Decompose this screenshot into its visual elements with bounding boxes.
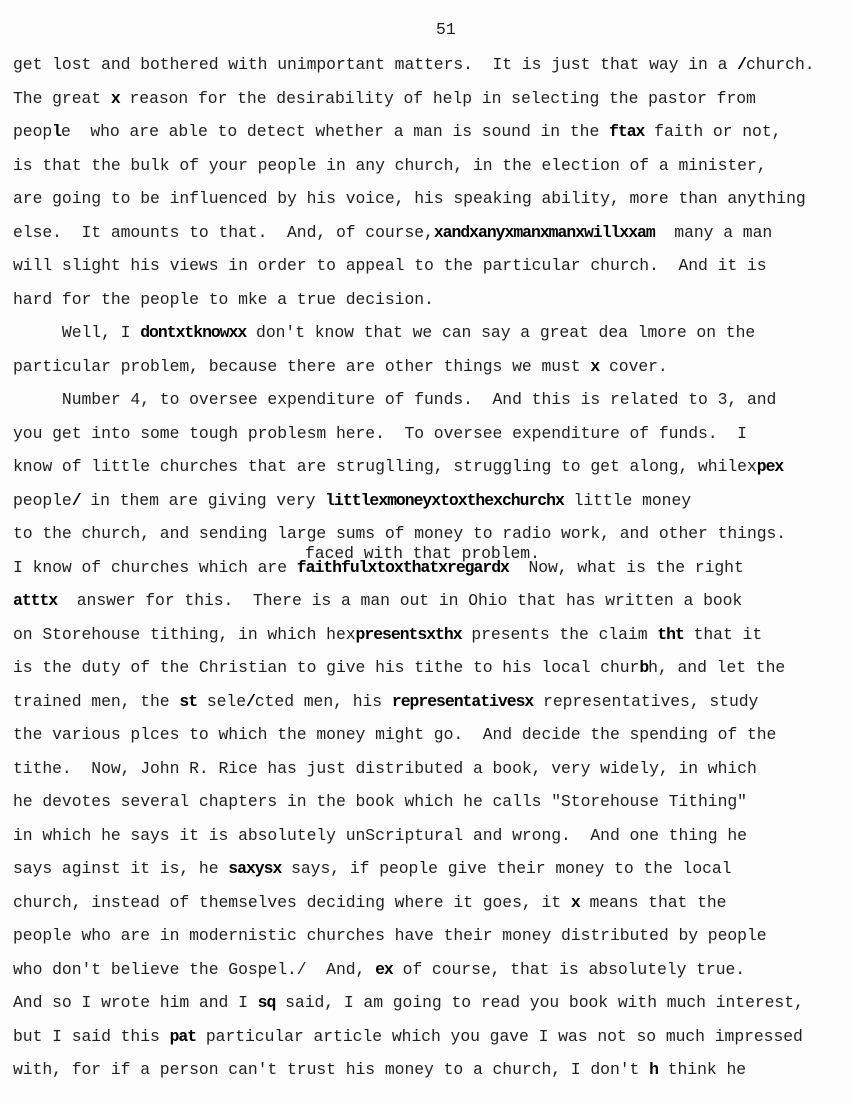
text-run: of course, that is absolutely true. bbox=[392, 959, 746, 979]
text-run: And so I wrote him and I bbox=[13, 993, 258, 1012]
text-run: little money bbox=[563, 490, 692, 510]
text-run: on Storehouse tithing, in which hex bbox=[13, 624, 356, 644]
text-run: reason for the desirability of help in selecting the pastor from bbox=[119, 88, 756, 108]
interlinear-insert: faced with that problem. bbox=[305, 544, 540, 563]
text-line bbox=[13, 625, 762, 645]
text-line bbox=[13, 290, 434, 310]
text-line bbox=[13, 1060, 746, 1080]
text-line bbox=[13, 524, 786, 544]
text-run: get lost and bothered with unimportant matters. It is just that way in a bbox=[13, 55, 738, 74]
struck-over-text: tht bbox=[657, 624, 684, 644]
text-run: is that the bulk of your people in any church, in the election of a minister, bbox=[13, 155, 767, 175]
text-run: cover. bbox=[599, 356, 668, 376]
text-line bbox=[13, 223, 772, 243]
text-run: The great bbox=[13, 88, 111, 108]
text-run: trained men, the bbox=[13, 691, 180, 711]
text-run: else. It amounts to that. And, of course, bbox=[13, 222, 434, 242]
text-run: will slight his views in order to appeal to the particular church. And it is bbox=[13, 256, 767, 275]
text-run: answer for this. There is a man out in Ohio that has written a book bbox=[57, 591, 743, 610]
text-run: h, and let the bbox=[648, 658, 786, 677]
text-run: particular article which you gave I was not so much impressed bbox=[196, 1026, 803, 1046]
text-run: I know of churches which are bbox=[13, 557, 297, 577]
text-run: is the duty of the Christian to give his tithe to his local chur bbox=[13, 658, 640, 677]
text-run: in which he says it is absolutely unScriptural and wrong. And one thing he bbox=[13, 825, 747, 845]
text-line bbox=[13, 357, 668, 377]
text-run: know of little churches that are struglling, struggling to get along, whilex bbox=[13, 457, 757, 476]
text-run: Now, what is the right bbox=[508, 557, 744, 577]
struck-over-text: st bbox=[179, 691, 198, 711]
struck-over-text: littlexmoneyxtoxthexchurchx bbox=[325, 490, 564, 510]
text-line bbox=[13, 759, 757, 779]
text-run: church, instead of themselves deciding where it goes, it bbox=[13, 892, 571, 912]
text-run: Well, I bbox=[13, 323, 141, 342]
text-run: but I said this bbox=[13, 1026, 170, 1046]
text-run: faith or not, bbox=[644, 122, 782, 141]
text-line bbox=[13, 491, 691, 511]
text-line bbox=[13, 156, 767, 176]
text-run: are going to be influenced by his voice, his speaking ability, more than anything bbox=[13, 189, 806, 208]
text-line bbox=[13, 893, 726, 913]
struck-over-text: x bbox=[570, 892, 580, 912]
struck-over-text: pex bbox=[756, 457, 784, 476]
text-run: many a man bbox=[654, 222, 773, 242]
text-line bbox=[13, 55, 815, 75]
text-run: particular problem, because there are other things we must bbox=[13, 356, 591, 376]
text-run: church. bbox=[746, 55, 815, 74]
text-run: that it bbox=[683, 624, 763, 644]
text-run: in them are giving very bbox=[80, 490, 326, 510]
text-line bbox=[13, 122, 781, 142]
text-run: who don't believe the Gospel./ And, bbox=[13, 959, 376, 979]
text-run: people who are in modernistic churches have their money distributed by people bbox=[13, 926, 767, 945]
text-run: think he bbox=[657, 1060, 747, 1079]
struck-over-text: / bbox=[737, 55, 747, 74]
page-number: 51 bbox=[436, 20, 456, 39]
text-line bbox=[13, 256, 767, 276]
struck-over-text: pat bbox=[169, 1026, 197, 1046]
text-run: e who are able to detect whether a man is sound in the bbox=[61, 122, 610, 141]
text-run: people bbox=[13, 490, 72, 510]
text-line bbox=[13, 457, 783, 477]
text-run: representatives, study bbox=[533, 691, 759, 711]
text-line bbox=[13, 859, 731, 879]
text-run: he devotes several chapters in the book which he calls "Storehouse Tithing" bbox=[13, 792, 747, 811]
struck-over-text: l bbox=[52, 122, 61, 141]
text-line bbox=[13, 993, 804, 1013]
text-run: Number 4, to oversee expenditure of funds. And this is related to 3, and bbox=[13, 390, 777, 409]
struck-over-text: representativesx bbox=[391, 691, 534, 711]
struck-over-text: saxysx bbox=[228, 859, 282, 878]
text-run: says, if people give their money to the local bbox=[281, 859, 732, 878]
text-line bbox=[13, 323, 755, 343]
text-run: presents the claim bbox=[461, 624, 658, 644]
text-run: tithe. Now, John R. Rice has just distributed a book, very widely, in which bbox=[13, 758, 757, 778]
text-line bbox=[13, 926, 767, 946]
struck-over-text: / bbox=[246, 691, 255, 711]
struck-over-text: ex bbox=[375, 959, 393, 979]
text-run: you get into some tough problesm here. To oversee expenditure of funds. I bbox=[13, 423, 747, 443]
text-run: don't know that we can say a great dea lmore on the bbox=[246, 323, 756, 342]
text-run: means that the bbox=[579, 892, 727, 912]
text-line bbox=[13, 1027, 803, 1047]
text-run: says aginst it is, he bbox=[13, 859, 229, 878]
struck-over-text: sq bbox=[257, 993, 276, 1012]
struck-over-text: x bbox=[590, 356, 600, 376]
text-line bbox=[13, 960, 745, 980]
text-run: to the church, and sending large sums of money to radio work, and other things. bbox=[13, 524, 787, 543]
text-run: with, for if a person can't trust his money to a church, I don't bbox=[13, 1060, 650, 1079]
struck-over-text: xandxanyxmanxmanxwillxxam bbox=[433, 222, 655, 242]
struck-over-text: / bbox=[71, 490, 81, 510]
text-line bbox=[13, 558, 744, 578]
text-line bbox=[13, 591, 742, 611]
text-run: sele bbox=[197, 691, 246, 711]
text-line bbox=[13, 826, 747, 846]
text-line bbox=[13, 424, 747, 444]
struck-over-text: ftax bbox=[609, 122, 645, 141]
struck-over-text: presentsxthx bbox=[355, 624, 462, 644]
struck-over-text: dontxtknowxx bbox=[140, 323, 247, 342]
text-line bbox=[13, 658, 785, 678]
text-line bbox=[13, 725, 776, 745]
text-line bbox=[13, 189, 806, 209]
struck-over-text: b bbox=[639, 658, 649, 677]
text-run: hard for the people to mke a true decision. bbox=[13, 289, 434, 309]
text-line bbox=[13, 792, 747, 812]
struck-over-text: atttx bbox=[13, 591, 58, 610]
text-run: said, I am going to read you book with much interest, bbox=[275, 993, 804, 1012]
text-line bbox=[13, 89, 756, 109]
text-run: the various plces to which the money might go. And decide the spending of the bbox=[13, 725, 777, 744]
text-line bbox=[13, 692, 758, 712]
struck-over-text: h bbox=[649, 1060, 658, 1079]
text-run: cted men, his bbox=[254, 691, 392, 711]
text-run: peop bbox=[13, 122, 53, 141]
struck-over-text: x bbox=[110, 88, 120, 108]
struck-over-text: faithfulxtoxthatxregardx bbox=[296, 557, 509, 577]
text-line bbox=[13, 390, 776, 410]
